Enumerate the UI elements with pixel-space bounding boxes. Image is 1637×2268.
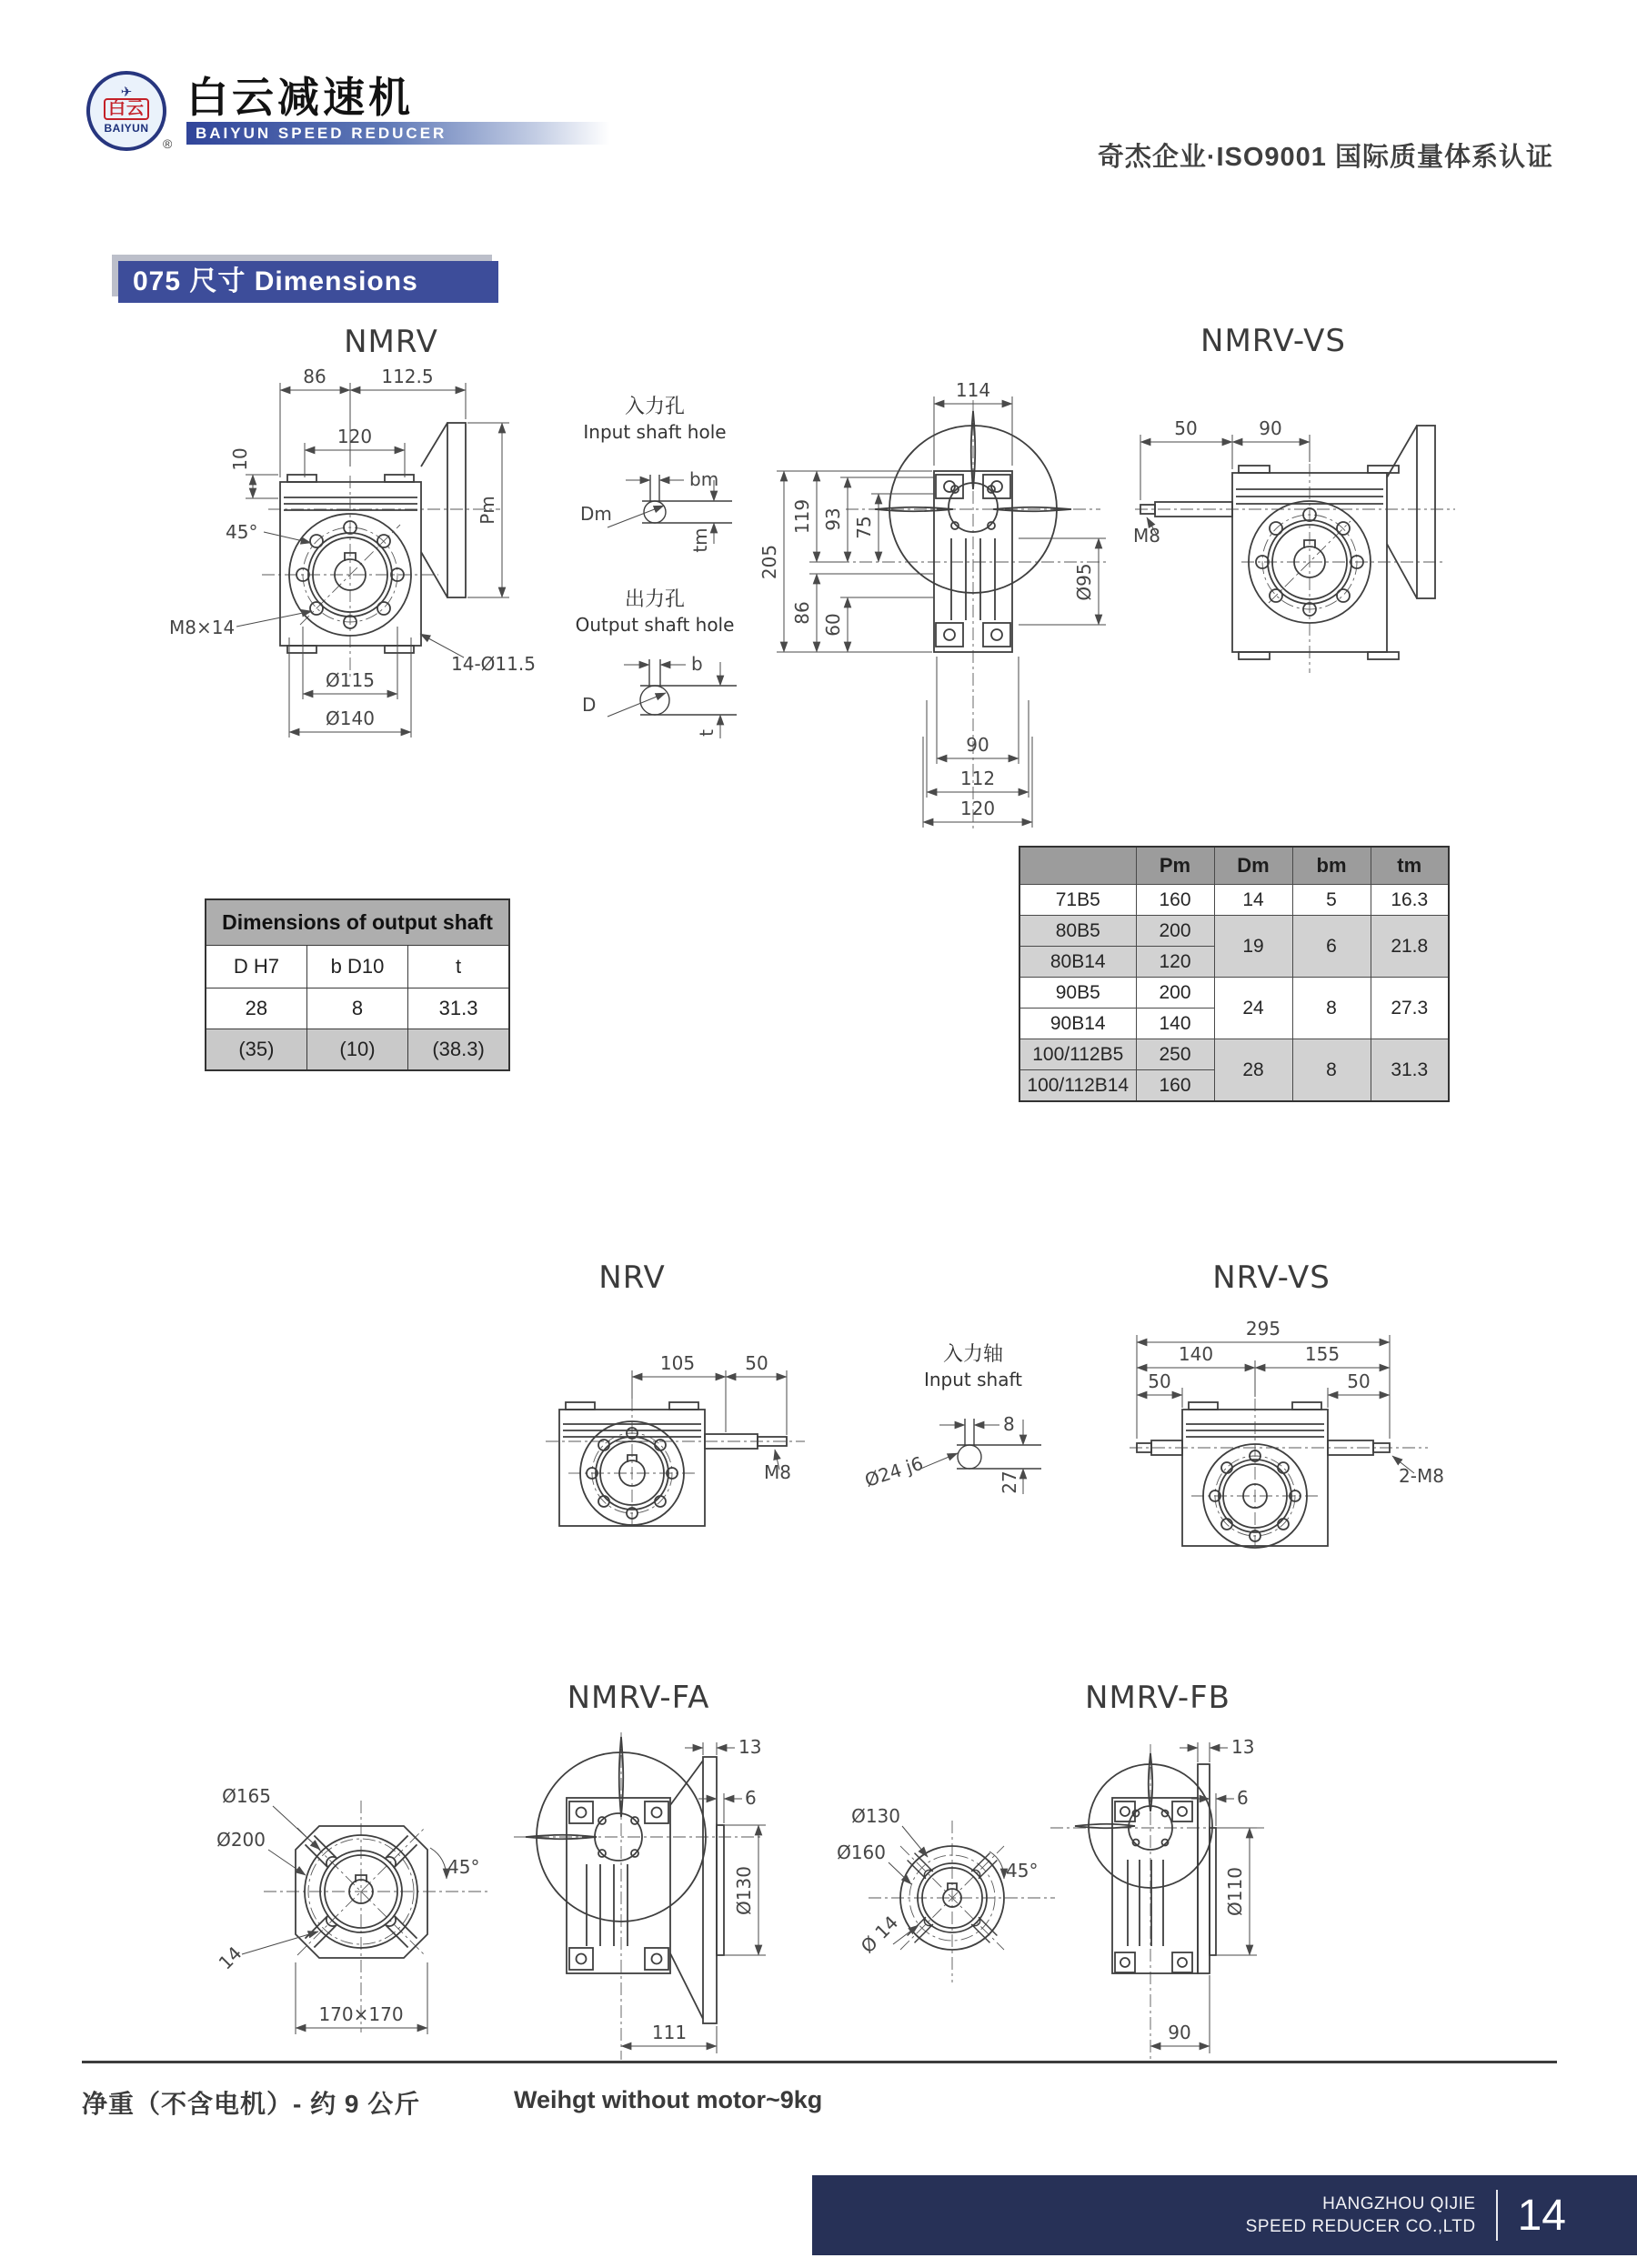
dim-label: 155	[1304, 1343, 1341, 1365]
dim-label: 45°	[226, 521, 258, 543]
dim-label: Dm	[580, 503, 612, 525]
col-header: t	[408, 946, 509, 988]
cell: 90B14	[1019, 1009, 1136, 1039]
nmrv-fa-drawing	[127, 1528, 837, 2082]
footer-bar	[812, 2175, 1637, 2255]
cell: 140	[1136, 1009, 1214, 1039]
dim-label: 170×170	[318, 2003, 404, 2025]
cell: 31.3	[408, 988, 509, 1029]
cell: (10)	[306, 1029, 407, 1071]
dim-label: 50	[745, 1352, 768, 1374]
nmrv-vs-dims	[1133, 417, 1310, 547]
company-logo-badge	[86, 71, 166, 151]
input-shaft-geometry	[957, 1419, 1041, 1469]
cell: 5	[1292, 885, 1371, 916]
dim-label: 2-M8	[1399, 1465, 1444, 1487]
table-title-row	[206, 899, 509, 946]
cell: 100/112B14	[1019, 1070, 1136, 1102]
dim-label: 105	[659, 1352, 696, 1374]
col-header: D H7	[206, 946, 306, 988]
output-shaft-table	[205, 898, 510, 1071]
nmrv-dimensions	[169, 366, 536, 738]
drawing-title-nrv-vs: NRV-VS	[1212, 1259, 1331, 1296]
dim-label: 8	[1003, 1413, 1015, 1435]
table-row	[1019, 1039, 1449, 1070]
dim-label: M8×14	[169, 617, 236, 638]
dim-label: 93	[822, 507, 844, 531]
nmrv-centerlines	[262, 476, 500, 677]
cell: 100/112B5	[1019, 1039, 1136, 1070]
cell: 28	[1214, 1039, 1292, 1102]
dim-label: 14-Ø11.5	[451, 653, 536, 675]
nrv-vs-drawing	[1128, 1255, 1564, 1546]
col-header: Dm	[1214, 847, 1292, 885]
col-header	[1019, 847, 1136, 885]
cell: 250	[1136, 1039, 1214, 1070]
dim-label: 75	[853, 516, 875, 539]
dim-label: Ø110	[1224, 1867, 1246, 1916]
dim-label: 6	[1237, 1787, 1249, 1809]
dim-label: Ø160	[837, 1841, 886, 1863]
table-row	[1019, 885, 1449, 916]
dim-label: tm	[689, 527, 711, 553]
dim-label: 295	[1245, 1318, 1281, 1340]
page-title: 075 尺寸 Dimensions	[118, 261, 498, 303]
badge-cn-text: 白云	[104, 98, 149, 120]
fb-flange-centerlines	[869, 1821, 1055, 1982]
dim-label: 112	[959, 768, 996, 789]
dim-label: 45°	[1006, 1860, 1039, 1882]
cell: 160	[1136, 1070, 1214, 1102]
cell: 14	[1214, 885, 1292, 916]
nmrv-vs-drawing	[1128, 309, 1564, 800]
dim-label: Ø95	[1073, 563, 1095, 601]
dim-label: 90	[966, 734, 989, 756]
input-shaft-dims	[862, 1413, 1023, 1494]
badge-en-text: BAIYUN	[104, 122, 149, 135]
fa-flange-centerlines	[264, 1801, 491, 2032]
input-shaft-title-en: Input shaft	[923, 1369, 1023, 1390]
cell: 27.3	[1371, 978, 1449, 1039]
dim-label: 86	[303, 366, 326, 387]
nmrv-body	[280, 423, 466, 653]
dim-label: 13	[1231, 1736, 1255, 1758]
nmrv-side-dims	[758, 379, 1106, 828]
registered-mark: ®	[163, 136, 173, 151]
dim-label: 140	[1178, 1343, 1214, 1365]
output-hole-dims	[582, 653, 720, 738]
cell: (38.3)	[408, 1029, 509, 1071]
dim-label: M8	[764, 1461, 791, 1483]
col-header: b D10	[306, 946, 407, 988]
dim-label: M8	[1133, 525, 1160, 547]
dim-label: b	[691, 653, 703, 675]
output-hole-title-cn: 出力孔	[624, 588, 686, 611]
fb-flange-dims	[837, 1805, 1038, 1957]
dim-label: 205	[758, 544, 780, 580]
dim-label: 50	[1174, 417, 1198, 439]
dim-label: 50	[1347, 1370, 1371, 1392]
cell: 160	[1136, 885, 1214, 916]
brand-name-cn: 白云减速机	[186, 74, 414, 121]
cell: 80B5	[1019, 916, 1136, 947]
page-number: 14	[1517, 2191, 1566, 2240]
dim-label: 45°	[447, 1856, 480, 1878]
cell: 24	[1214, 978, 1292, 1039]
dim-label: Ø140	[326, 707, 375, 729]
drawing-title-nmrv: NMRV	[344, 324, 438, 360]
cell: 90B5	[1019, 978, 1136, 1009]
input-hole-dims	[580, 468, 718, 553]
divider-rule	[82, 2061, 1557, 2063]
header	[86, 71, 623, 151]
output-hole-title-en: Output shaft hole	[575, 614, 735, 636]
dim-label: Pm	[477, 496, 498, 525]
dim-label: Ø130	[851, 1805, 900, 1827]
table-row	[1019, 978, 1449, 1009]
dim-label: 60	[822, 613, 844, 637]
cell: (35)	[206, 1029, 306, 1071]
footer-company	[1246, 2193, 1476, 2238]
weight-note-cn: 净重（不含电机）- 约 9 公斤	[82, 2090, 421, 2118]
table-header-row	[206, 946, 509, 988]
cell: 200	[1136, 978, 1214, 1009]
fa-side-centerlines	[514, 1732, 764, 2060]
weight-note-en: Weihgt without motor~9kg	[514, 2086, 823, 2113]
input-hole-title-en: Input shaft hole	[583, 421, 727, 443]
cell: 120	[1136, 947, 1214, 978]
dim-label: 111	[651, 2022, 688, 2043]
cell: 8	[1292, 1039, 1371, 1102]
fb-side-dims	[1150, 1736, 1257, 2053]
dim-label: 90	[1168, 2022, 1191, 2043]
nrv-body	[559, 1402, 787, 1526]
table-row	[206, 1029, 509, 1071]
input-shaft-title-cn: 入力轴	[942, 1343, 1004, 1366]
footer-company-line2: SPEED REDUCER CO.,LTD	[1245, 2217, 1476, 2236]
nmrv-front-drawing	[118, 314, 573, 787]
footer-company-line1: HANGZHOU QIJIE	[1322, 2194, 1476, 2213]
cell: 21.8	[1371, 916, 1449, 978]
fa-side-dims	[621, 1736, 766, 2053]
dim-label: bm	[689, 468, 719, 490]
dim-label: D	[582, 694, 597, 716]
dim-label: 112.5	[381, 366, 434, 387]
fa-side-body	[526, 1737, 724, 2023]
dim-label: 119	[791, 498, 813, 535]
nmrv-vs-body	[1140, 426, 1435, 659]
col-header: tm	[1371, 847, 1449, 885]
dim-label: 14	[214, 1942, 246, 1974]
nrv-drawing	[491, 1255, 846, 1528]
dim-label: t	[696, 729, 718, 737]
col-header: bm	[1292, 847, 1371, 885]
dim-label: 120	[959, 798, 996, 819]
dim-label: Ø24 j6	[861, 1451, 926, 1491]
nrv-dims	[632, 1352, 791, 1483]
cell: 6	[1292, 916, 1371, 978]
cell: 31.3	[1371, 1039, 1449, 1102]
cell: 71B5	[1019, 885, 1136, 916]
fa-flange-dims	[215, 1785, 480, 2034]
motor-flange-table	[1019, 846, 1450, 1102]
table-header-row	[1019, 847, 1449, 885]
dim-label: 27	[999, 1470, 1020, 1494]
dim-label: Ø200	[216, 1829, 266, 1851]
dim-label: 10	[229, 447, 251, 471]
input-hole-title-cn: 入力孔	[624, 396, 686, 418]
footer-divider	[1496, 2190, 1498, 2241]
col-header: Pm	[1136, 847, 1214, 885]
dim-label: 86	[791, 601, 813, 625]
cell: 80B14	[1019, 947, 1136, 978]
dim-label: Ø 14	[856, 1911, 903, 1958]
cell: 8	[1292, 978, 1371, 1039]
dim-label: Ø115	[326, 669, 375, 691]
dim-label: 6	[745, 1787, 757, 1809]
table-title: Dimensions of output shaft	[206, 899, 509, 946]
nrv-vs-body	[1137, 1402, 1390, 1548]
cell: 16.3	[1371, 885, 1449, 916]
drawing-title-nrv: NRV	[598, 1259, 666, 1296]
dim-label: 90	[1259, 417, 1282, 439]
drawing-title-nmrv-fb: NMRV-FB	[1085, 1680, 1230, 1716]
dim-label: 114	[955, 379, 991, 401]
dim-label: 50	[1148, 1370, 1171, 1392]
dim-label: 13	[738, 1736, 762, 1758]
cell: 8	[306, 988, 407, 1029]
table-row	[206, 988, 509, 1029]
brand-name-en: BAIYUN SPEED REDUCER	[186, 122, 623, 145]
table-row	[1019, 916, 1449, 947]
dim-label: Ø130	[733, 1866, 755, 1915]
bird-icon: ✈	[120, 85, 133, 100]
dim-label: Ø165	[222, 1785, 271, 1807]
iso-certification-text: 奇杰企业·ISO9001 国际质量体系认证	[1097, 143, 1553, 172]
input-shaft-detail-drawing	[855, 1291, 1128, 1528]
cell: 200	[1136, 916, 1214, 947]
cell: 19	[1214, 916, 1292, 978]
drawing-title-nmrv-fa: NMRV-FA	[567, 1680, 710, 1716]
dim-label: 120	[336, 426, 373, 447]
nmrv-fb-drawing	[837, 1528, 1564, 2082]
cell: 28	[206, 988, 306, 1029]
fb-side-body	[1075, 1753, 1216, 1973]
drawing-title-nmrv-vs: NMRV-VS	[1200, 323, 1346, 359]
